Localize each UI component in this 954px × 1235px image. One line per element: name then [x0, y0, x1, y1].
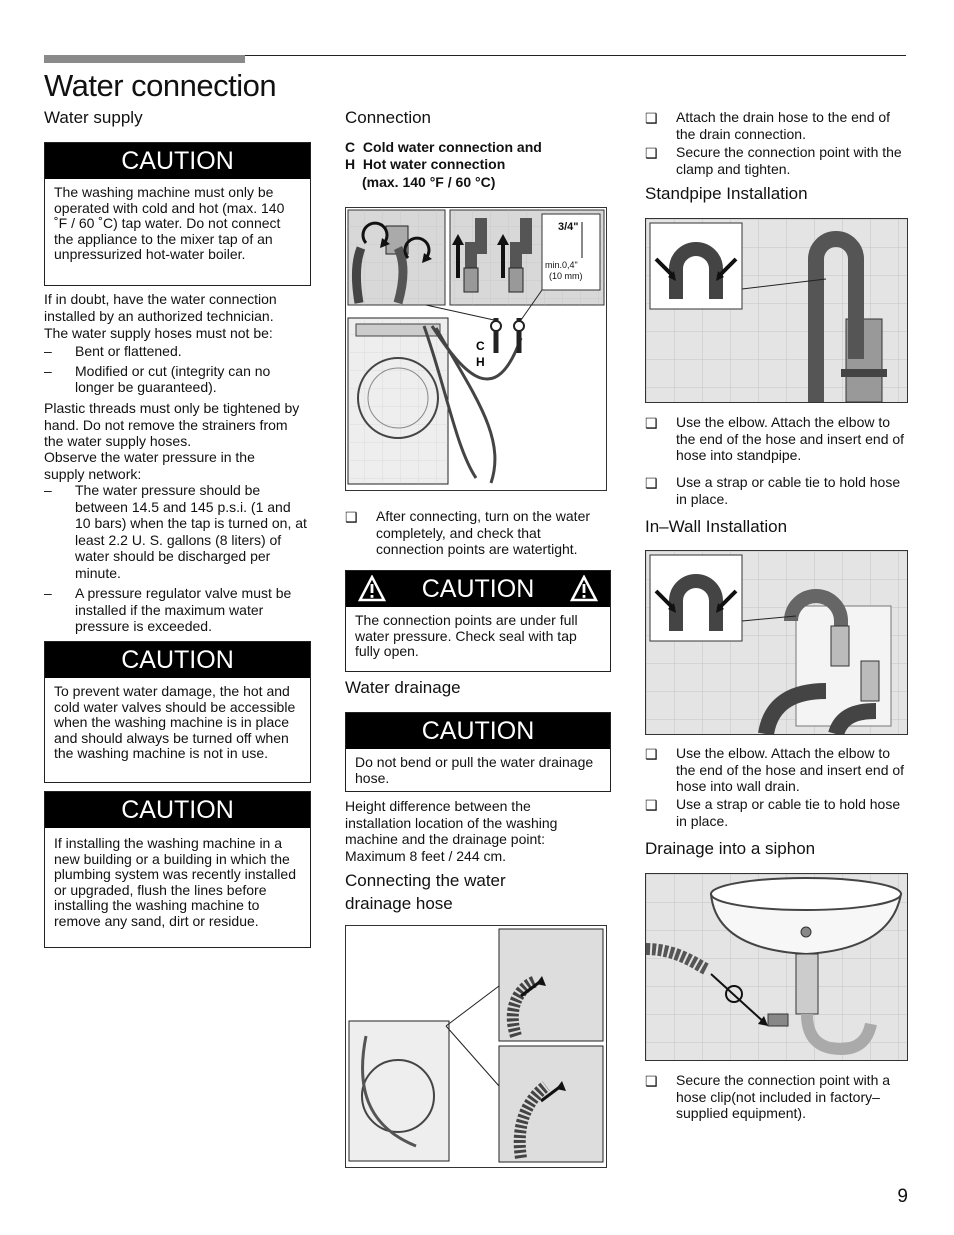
caution-label: CAUTION [45, 143, 310, 179]
legend-hot [345, 156, 605, 173]
check-text: Use a strap or cable tie to hold hose in place. [676, 796, 901, 829]
figure-label-thread: 3/4" [558, 221, 579, 233]
caution-label: CAUTION [346, 713, 610, 749]
check-text: Use the elbow. Attach the elbow to the end of the hose and insert end of hose into wall drain. [676, 745, 905, 794]
figure-label-min-mm: (10 mm) [549, 271, 583, 281]
list-pressure [44, 482, 310, 635]
caution-text: If installing the washing machine in a new building or a building in which the plumbing system was recently installed or upgraded, flush the lines before installing the washing machine to remove any sand, dirt or residue. [54, 835, 296, 929]
caution-label: CAUTION [421, 575, 535, 603]
figure-label-c: C [476, 339, 485, 353]
list-hose-restrictions [44, 343, 274, 396]
warning-icon [570, 575, 598, 603]
checkbox-icon: ❑ [645, 1073, 658, 1089]
caution-box-new-building [44, 791, 311, 948]
caution-box-drainage [345, 712, 611, 792]
list-item: – Modified or cut (integrity can no longer be guaranteed). [44, 363, 274, 396]
legend-cold [345, 139, 605, 156]
legend-key-h: H [345, 156, 356, 172]
caution-header [346, 571, 610, 607]
para-water-pressure: Observe the water pressure in the supply network: [44, 449, 255, 482]
caution-label: CAUTION [45, 792, 310, 828]
checkbox-icon: ❑ [645, 746, 658, 762]
figure-siphon [645, 873, 908, 1061]
warning-icon [358, 575, 386, 603]
check-item [645, 1072, 913, 1122]
figure-in-wall [645, 550, 908, 735]
heading-water-drainage: Water drainage [345, 678, 461, 697]
check-text: Secure the connection point with the clamp and tighten. [676, 144, 902, 177]
caution-box-supply [44, 142, 311, 286]
caution-text: To prevent water damage, the hot and cold water valves should be accessible when the washing machine is in place and should always be turned off when the washing machine is not in use. [54, 683, 296, 761]
checkbox-icon: ❑ [345, 509, 358, 525]
list-item: – Bent or flattened. [44, 343, 274, 360]
figure-label-min: min.0,4" [545, 260, 578, 270]
heading-standpipe: Standpipe Installation [645, 184, 808, 203]
check-item [645, 414, 913, 464]
check-item [645, 745, 913, 795]
heading-water-supply: Water supply [44, 108, 143, 127]
heading-in-wall: In–Wall Installation [645, 517, 788, 536]
check-text: Use the elbow. Attach the elbow to the end of the hose and insert end of hose into standpipe. [676, 414, 905, 463]
check-item [645, 474, 910, 507]
check-text: Attach the drain hose to the end of the drain connection. [676, 109, 891, 142]
caution-text: The connection points are under full water pressure. Check seal with tap fully open. [355, 612, 578, 659]
check-item [645, 144, 910, 177]
list-item: – The water pressure should be between 14.5 and 145 p.s.i. (1 and 10 bars) when the tap is turned on, at least 2.2 U. S. gallons (8 liters) of water should be discharged per minute. [44, 482, 310, 581]
figure-water-connection [345, 207, 607, 491]
figure-standpipe [645, 218, 908, 403]
heading-connection: Connection [345, 108, 432, 127]
checkbox-icon: ❑ [645, 415, 658, 431]
para-authorized-technician: If in doubt, have the water connection installed by an authorized technician. [44, 291, 277, 324]
checkbox-icon: ❑ [645, 797, 658, 813]
caution-box-pressure [345, 570, 611, 672]
legend-max-temp: (max. 140 °F / 60 °C) [362, 174, 496, 190]
checkbox-icon: ❑ [645, 475, 658, 491]
figure-label-h: H [476, 355, 485, 369]
legend-key-c: C [345, 139, 356, 155]
page-title: Water connection [44, 68, 277, 103]
heading-connecting-drainage-hose: Connecting the water drainage hose [345, 871, 506, 913]
checkbox-icon: ❑ [645, 110, 658, 126]
checkbox-icon: ❑ [645, 145, 658, 161]
check-item [345, 508, 610, 558]
heading-siphon: Drainage into a siphon [645, 839, 816, 858]
para-height-difference: Height difference between the installation location of the washing machine and the drainage point: Maximum 8 feet / 244 cm. [345, 798, 558, 864]
legend-text-h: Hot water connection [362, 156, 506, 172]
caution-label: CAUTION [45, 642, 310, 678]
para-plastic-threads: Plastic threads must only be tightened by hand. Do not remove the strainers from the water supply hoses. [44, 400, 300, 449]
list-item: – A pressure regulator valve must be installed if the maximum water pressure is exceeded. [44, 585, 310, 635]
check-item [645, 796, 910, 829]
check-text: After connecting, turn on the water completely, and check that connection points are watertight. [376, 508, 591, 557]
check-text: Use a strap or cable tie to hold hose in place. [676, 474, 901, 507]
legend-text-c: Cold water connection and [362, 139, 542, 155]
check-text: Secure the connection point with a hose clip(not included in factory–supplied equipment). [676, 1072, 891, 1121]
caution-text: The washing machine must only be operated with cold and hot (max. 140 ˚F / 60 ˚C) tap water. Do not connect the appliance to the mixer tap of an unpressurized hot-water boiler. [54, 184, 285, 262]
caution-text: Do not bend or pull the water drainage hose. [355, 754, 594, 786]
para-hoses-must-not: The water supply hoses must not be: [44, 325, 273, 341]
top-rule-accent [44, 55, 245, 63]
figure-drainage-hose [345, 925, 607, 1168]
page-number: 9 [897, 1186, 908, 1207]
check-item [645, 109, 910, 142]
caution-box-valves [44, 641, 311, 783]
